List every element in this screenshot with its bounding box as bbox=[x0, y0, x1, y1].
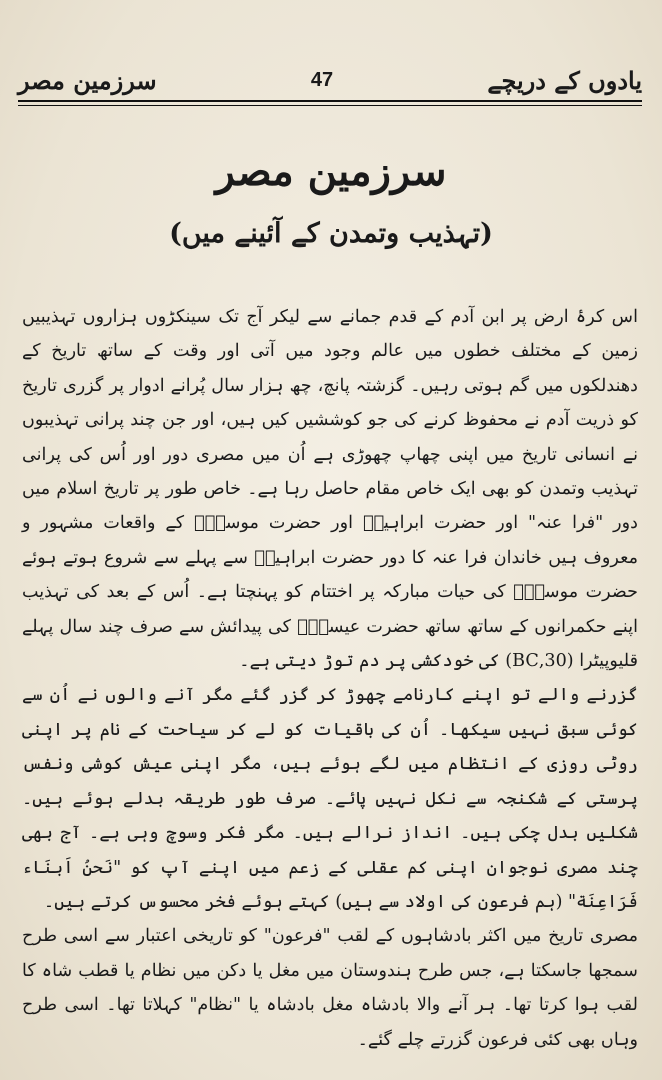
page-header bbox=[18, 62, 642, 98]
page-number: 47 bbox=[310, 68, 334, 91]
body-text bbox=[22, 300, 638, 1057]
paragraph: گزرنے والے تو اپنے کارنامے چھوڑ کر گزر گئے مگر آنے والوں نے اُن سے کوئی سبق نہیں سیکھا۔ اُن کی باقیات کو لے کر سیاحت کے نام پر اپنی روٹی روزی کے انتظام میں لگے ہوئے ہیں، مگر اپنی عیش کوشی ونفس پرستی کے شکنجہ سے نکل نہیں پائے۔ صرف طور طریقہ بدلے ہوئے ہیں۔ شکلیں بدل چکی ہیں۔ انداز نرالے ہیں۔ مگر فکر وسوچ وہی ہے۔ آج بھی چند مصری نوجوان اپنی کم عقلی کے زعم میں اپنے آپ کو "نَحنُ اَبنَاء فَرَاعِنَة" (ہم فرعون کی اولاد سے ہیں) کہتے ہوئے فخر محسوس کرتے ہیں۔ bbox=[22, 685, 638, 912]
running-head-chapter-title: سرزمین مصر bbox=[18, 65, 157, 95]
chapter-subtitle: (تہذیب وتمدن کے آئینے میں) bbox=[169, 218, 493, 249]
paragraph: مصری تاریخ میں اکثر بادشاہوں کے لقب "فرعون" کو تاریخی اعتبار سے اسی طرح سمجھا جاسکتا ہے، جس طرح ہندوستان میں مغل یا دکن میں نظام یا قطب شاہ کا لقب ہوا کرتا تھا۔ ہر آنے والا بادشاہ مغل بادشاہ یا "نظام" کہلاتا تھا۔ اسی طرح وہاں بھی کئی فرعون گزرتے چلے گئے۔ bbox=[22, 926, 638, 1050]
paragraph: اس کرۂ ارض پر ابن آدم کے قدم جمانے سے لیکر آج تک سینکڑوں ہزاروں تہذیبیں زمین کے مختلف خطوں میں عالم وجود میں آتی اور وقت کے ساتھ تاریخ کے دھندلکوں میں گم ہوتی رہیں۔ گزشتہ پانچ، چھ ہزار سال پُرانے ادوار پر گزری تاریخ کو ذریت آدم نے محفوظ کرنے کی جو کوششیں کیں ہیں، اور جن چند پرانی تہذیبوں نے انسانی تاریخ میں اپنی چھاپ چھوڑی ہے اُن میں مصری دور اور اُس کی پرانی تہذیب وتمدن کو بھی ایک خاص مقام حاصل رہا ہے۔ خاص طور پر تاریخ اسلام میں دور "فرا عنہ" اور حضرت ابراہیمؑ اور حضرت موسیٰؑ کے واقعات مشہور و معروف ہیں خاندان فرا عنہ کا دور حضرت ابراہیمؑ سے پہلے سے شروع ہوتے ہوئے حضرت موسیٰؑ کی حیات مبارکہ پر اختتام کو پہنچتا ہے۔ اُس کے بعد کی تہذیب اپنے حکمرانوں کے ساتھ ساتھ حضرت عیسیٰؑ کی پیدائش سے صرف چند سال پہلے قلیوپیٹرا (30,BC) کی خودکشی پر دم توڑ دیتی ہے۔ bbox=[22, 307, 638, 672]
header-rule bbox=[18, 100, 642, 106]
chapter-title: سرزمین مصر bbox=[215, 148, 447, 195]
running-head-book-title: یادوں کے دریچے bbox=[487, 65, 642, 95]
